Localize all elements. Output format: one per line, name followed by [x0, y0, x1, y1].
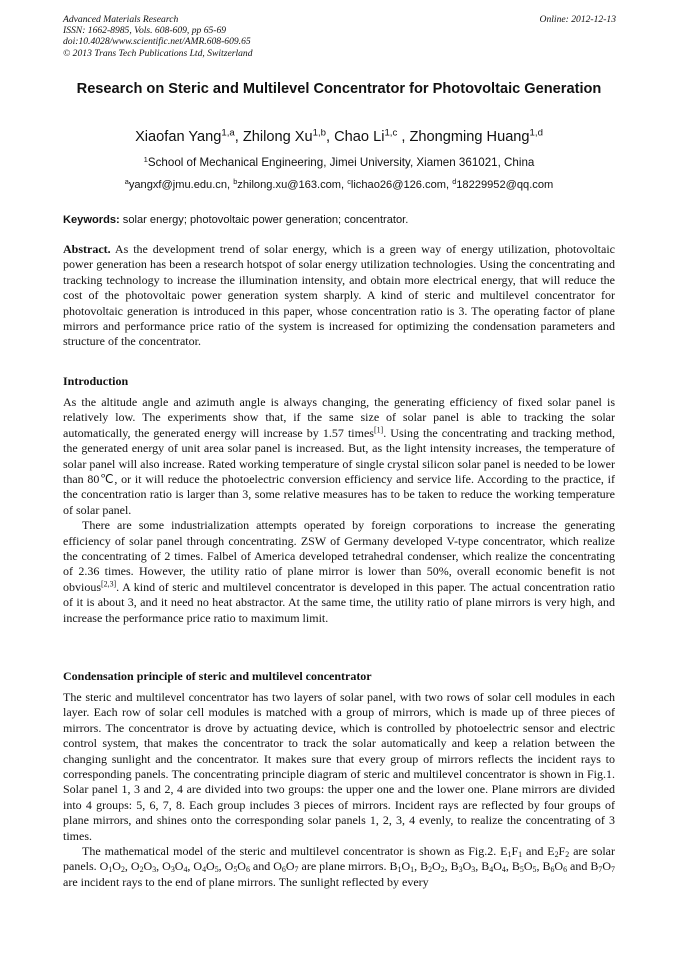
subscript: 7: [611, 865, 615, 875]
subscript: 3: [471, 865, 476, 875]
paragraph-text: . A kind of steric and multilevel concentrator is developed in this paper. The actual concentration ratio of it is about 3, and it need no heat abstractor. At the same time, the utility ratio of plane mirrors is very high, and increase the performance price ratio to maximum limit.: [63, 579, 615, 625]
author-name: Zhongming Huang: [409, 129, 530, 145]
paragraph-text: . Using the concentrating and tracking method, the generated energy of unit area solar panel is increased. But, as the light intensity increases, the temperature of solar panel will also increase. Rated working temperature of single crystal silicon solar panel is needed to be lower than 80℃, or it will reduce the photoelectric conversion efficiency and service life. According to the practice, if the concentration ratio is larger than 3, some relative measures has to be taken to reduce the working temperature of solar panel.: [63, 425, 615, 517]
subscript: 2: [139, 865, 144, 875]
email-link[interactable]: lichao26@126.com: [350, 179, 447, 191]
journal-header: [63, 14, 253, 59]
paragraph-text: There are some industrialization attempts operated by foreign corporations to increase the generating efficiency of solar panel through concentrating. ZSW of Germany developed V-type concentrator, which realize the concentrating of 2 times. Falbel of America developed tetrahedral condenser, which realize the concentrating of 2.36 times. However, the utility ratio of plane mirror is lower than 50%, overall economic benefit is not obvious: [63, 518, 615, 594]
author-sep: ,: [326, 129, 335, 145]
subscript: 7: [598, 865, 603, 875]
subscript: 3: [152, 865, 157, 875]
affiliation-sup: 1: [143, 154, 148, 164]
citation: [2,3]: [101, 579, 117, 589]
online-date: Online: 2012-12-13: [539, 14, 616, 25]
paragraph-text: , B: [414, 859, 429, 874]
paragraph-text: O: [462, 859, 472, 874]
subscript: 1: [410, 865, 415, 875]
paragraph: The steric and multilevel concentrator has two layers of solar panel, with two rows of solar cell modules in each layer. Each row of solar cell modules is matched with a group of mirrors, which is made up of three pieces of mirrors. The concentrator is drove by actuating device, which is controlled by photoelectric sensor and electric control system, that makes the concentrator to track the solar automatically and keep a relation between the changing sunlight and the concentrator. It makes sure that every group of mirrors reflects the incident rays to corresponding panels. The concentrating principle diagram of steric and multilevel concentrator is shown in Fig.1. Solar panel 1, 3 and 2, 4 are divided into two groups: the upper one and the lower one. Plane mirrors are divided into 4 groups: 5, 6, 7, 8. Each group includes 3 pieces of mirrors. Incident rays are reflected by four groups of plane mirrors, and shines onto the corresponding solar panels 1, 2, 3, 4 evenly, to realize the concentrating of 3 times.: [63, 690, 615, 843]
email-link[interactable]: zhilong.xu@163.com: [237, 179, 342, 191]
journal-copyright: © 2013 Trans Tech Publications Ltd, Switzerland: [63, 47, 253, 59]
journal-doi: doi:10.4028/www.scientific.net/AMR.608-609.65: [63, 36, 251, 48]
paragraph-text: F: [511, 844, 519, 859]
subscript: 5: [519, 865, 524, 875]
subscript: 6: [281, 865, 286, 875]
email-sep: ,: [446, 179, 453, 191]
paragraph-text: , O: [187, 859, 203, 874]
email-sup: a: [124, 176, 129, 186]
paragraph: [63, 395, 615, 518]
paragraph: [63, 844, 615, 890]
subscript: 6: [550, 865, 555, 875]
paragraph-text: are solar panels. O: [63, 844, 615, 874]
email-sep: ,: [341, 179, 348, 191]
author-sup: 1,c: [384, 127, 398, 139]
paragraph-text: O: [174, 859, 184, 874]
keywords: [63, 213, 615, 227]
abstract-label: Abstract.: [63, 242, 111, 256]
paragraph-text: O: [237, 859, 246, 874]
paragraph-text: O: [401, 859, 411, 874]
affiliation: [63, 156, 615, 170]
affiliation-text: School of Mechanical Engineering, Jimei University, Xiamen 361021, China: [147, 156, 535, 169]
paragraph: [63, 518, 615, 626]
email-sup: b: [233, 176, 238, 186]
subscript: 4: [489, 865, 494, 875]
author-name: Zhilong Xu: [242, 129, 313, 145]
paragraph-text: O: [206, 859, 215, 874]
subscript: 2: [440, 865, 445, 875]
condensation-section: [63, 669, 615, 890]
subscript: 2: [120, 865, 125, 875]
paragraph-text: are incident rays to the end of plane mirrors. The sunlight reflected by every: [63, 874, 429, 889]
author-name: Xiaofan Yang: [135, 129, 222, 145]
paragraph-text: O: [493, 859, 502, 874]
subscript: 5: [233, 865, 238, 875]
subscript: 1: [397, 865, 402, 875]
subscript: 3: [170, 865, 175, 875]
paragraph-text: , O: [124, 859, 140, 874]
email-link[interactable]: 18229952@qq.com: [456, 179, 554, 191]
paragraph-text: are plane mirrors. B: [298, 859, 398, 874]
author-list: [63, 128, 615, 146]
subscript: 1: [507, 850, 512, 860]
paragraph-text: , O: [156, 859, 171, 874]
paper-title: Research on Steric and Multilevel Concentrator for Photovoltaic Generation: [76, 81, 602, 97]
paragraph-text: O: [554, 859, 564, 874]
paragraph-text: , B: [444, 859, 459, 874]
paragraph-text: and B: [567, 859, 599, 874]
paragraph-text: , B: [475, 859, 490, 874]
paragraph-text: and E: [522, 844, 555, 859]
author-sep: ,: [397, 129, 410, 145]
paragraph-text: O: [285, 859, 295, 874]
email-list: [63, 178, 615, 192]
paragraph-text: O: [432, 859, 441, 874]
subscript: 1: [518, 850, 523, 860]
paragraph-text: As the altitude angle and azimuth angle is always changing, the generating efficiency of fixed solar panel is relatively low. The experiments show that, if the same size of solar panel is able to tracking the solar automatically, the generated energy will increase by 1.57 times: [63, 395, 615, 440]
keywords-label: Keywords:: [63, 214, 120, 226]
subscript: 3: [458, 865, 463, 875]
subscript: 5: [214, 865, 219, 875]
email-sup: c: [347, 176, 351, 186]
subscript: 2: [428, 865, 433, 875]
journal-issn: ISSN: 1662-8985, Vols. 608-609, pp 65-69: [63, 25, 227, 37]
citation: [1]: [373, 425, 384, 435]
abstract-text: As the development trend of solar energy, which is a green way of energy utilization, photovoltaic power generation has been a research hotspot of solar energy utilization technologies. Using the concentrating and tracking technology to increase the illumination intensity, and obtain more electrical energy, that will reduce the cost of the photovoltaic power generation system sharply. A kind of steric and multilevel concentrator for photovoltaic generation is introduced in this paper, whose concentration ratio is 3. The operating factor of plane mirrors and performance price ratio of the system is increased for optimizing the condensation parameters and structure of the concentrator.: [63, 242, 615, 349]
paragraph-text: O: [602, 859, 611, 874]
author-sup: 1,d: [529, 127, 543, 139]
subscript: 2: [565, 850, 570, 860]
subscript: 6: [245, 865, 250, 875]
paragraph-text: O: [143, 859, 153, 874]
email-sep: ,: [227, 179, 234, 191]
paragraph-text: , B: [536, 859, 551, 874]
author-name: Chao Li: [334, 129, 385, 145]
subscript: 2: [554, 850, 559, 860]
introduction-section: [63, 374, 615, 626]
paragraph-text: The mathematical model of the steric and multilevel concentrator is shown as Fig.2. E: [82, 844, 508, 859]
subscript: 6: [563, 865, 568, 875]
author-sup: 1,a: [221, 127, 235, 139]
author-sep: ,: [234, 129, 243, 145]
subscript: 1: [108, 865, 113, 875]
paragraph-text: O: [112, 859, 121, 874]
subscript: 4: [183, 865, 188, 875]
journal-name: Advanced Materials Research: [63, 14, 179, 25]
subscript: 4: [501, 865, 506, 875]
abstract: [63, 242, 615, 350]
section-heading: Condensation principle of steric and multilevel concentrator: [63, 669, 372, 683]
paragraph-text: , B: [505, 859, 520, 874]
author-sup: 1,b: [312, 127, 327, 139]
paragraph-text: , O: [218, 859, 234, 874]
email-link[interactable]: yangxf@jmu.edu.cn: [128, 179, 228, 191]
paragraph-text: F: [558, 844, 566, 859]
subscript: 5: [532, 865, 537, 875]
subscript: 7: [294, 865, 299, 875]
subscript: 4: [202, 865, 207, 875]
paragraph-text: O: [523, 859, 533, 874]
paragraph-text: and O: [249, 859, 282, 874]
keywords-text: solar energy; photovoltaic power generation; concentrator.: [119, 214, 409, 226]
section-heading: Introduction: [63, 374, 129, 388]
email-sup: d: [452, 176, 457, 186]
